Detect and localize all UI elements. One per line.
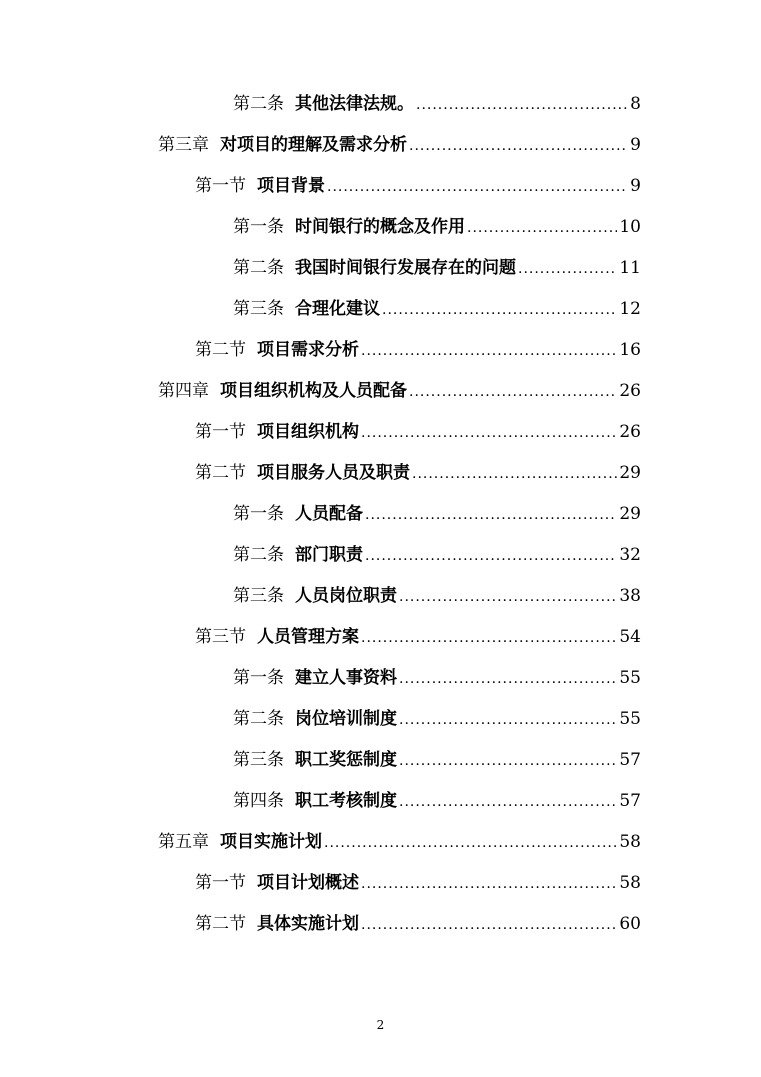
toc-entry-number: 第三条	[233, 299, 284, 319]
toc-entry[interactable]	[195, 622, 641, 652]
toc-entry-page: 26	[619, 422, 641, 442]
toc-entry-number: 第二节	[195, 340, 246, 360]
toc-leader-dots	[365, 500, 617, 530]
toc-entry[interactable]	[195, 909, 641, 939]
toc-entry-number: 第二条	[233, 545, 284, 565]
toc-entry-title: 其他法律法规。	[295, 94, 414, 114]
toc-entry[interactable]	[233, 540, 641, 570]
toc-entry[interactable]	[195, 458, 641, 488]
toc-entry[interactable]	[195, 417, 641, 447]
toc-entry-number: 第一条	[233, 668, 284, 688]
toc-entry-page: 60	[619, 914, 641, 934]
toc-entry-title: 项目计划概述	[257, 873, 359, 893]
toc-entry-page: 38	[619, 586, 641, 606]
toc-entry-title: 具体实施计划	[257, 914, 359, 934]
toc-entry[interactable]	[158, 376, 641, 406]
toc-entry[interactable]	[233, 253, 641, 283]
toc-entry-page: 57	[619, 750, 641, 770]
toc-leader-dots	[399, 664, 617, 694]
toc-entry-number: 第二条	[233, 709, 284, 729]
toc-entry-title: 建立人事资料	[295, 668, 397, 688]
toc-leader-dots	[416, 90, 628, 120]
toc-entry-number: 第三章	[158, 135, 209, 155]
toc-entry-number: 第一条	[233, 504, 284, 524]
toc-entry[interactable]	[233, 581, 641, 611]
toc-entry-number: 第一条	[233, 217, 284, 237]
toc-entry-title: 我国时间银行发展存在的问题	[295, 258, 516, 278]
toc-entry-page: 58	[619, 832, 641, 852]
toc-entry-number: 第四条	[233, 791, 284, 811]
toc-entry-page: 12	[619, 299, 641, 319]
toc-leader-dots	[412, 459, 617, 489]
toc-entry-title: 项目组织机构	[257, 422, 359, 442]
toc-entry-title: 岗位培训制度	[295, 709, 397, 729]
toc-entry-page: 58	[619, 873, 641, 893]
toc-leader-dots	[399, 787, 617, 817]
toc-entry[interactable]	[233, 499, 641, 529]
toc-leader-dots	[467, 213, 617, 243]
toc-entry-page: 9	[630, 135, 641, 155]
toc-entry[interactable]	[233, 663, 641, 693]
toc-entry-page: 26	[619, 381, 641, 401]
toc-leader-dots	[518, 254, 617, 284]
toc-entry[interactable]	[233, 745, 641, 775]
toc-entry-title: 时间银行的概念及作用	[295, 217, 465, 237]
toc-entry-title: 项目服务人员及职责	[257, 463, 410, 483]
toc-entry-title: 对项目的理解及需求分析	[220, 135, 407, 155]
toc-entry-number: 第二条	[233, 94, 284, 114]
toc-entry[interactable]	[233, 294, 641, 324]
toc-entry-number: 第二节	[195, 463, 246, 483]
toc-leader-dots	[361, 910, 617, 940]
toc-leader-dots	[382, 295, 617, 325]
toc-leader-dots	[409, 131, 628, 161]
toc-entry-title: 部门职责	[295, 545, 363, 565]
toc-entry-title: 人员岗位职责	[295, 586, 397, 606]
toc-entry-number: 第一节	[195, 176, 246, 196]
toc-entry-page: 9	[630, 176, 641, 196]
toc-entry-number: 第二节	[195, 914, 246, 934]
toc-entry[interactable]	[158, 130, 641, 160]
toc-leader-dots	[327, 172, 628, 202]
toc-entry[interactable]	[195, 171, 641, 201]
toc-entry-title: 项目实施计划	[220, 832, 322, 852]
toc-entry-number: 第五章	[158, 832, 209, 852]
toc-leader-dots	[361, 336, 617, 366]
toc-entry[interactable]	[233, 704, 641, 734]
toc-entry-page: 32	[619, 545, 641, 565]
toc-leader-dots	[399, 582, 617, 612]
toc-leader-dots	[409, 377, 617, 407]
toc-entry-title: 项目需求分析	[257, 340, 359, 360]
toc-entry-number: 第三条	[233, 586, 284, 606]
toc-entry-number: 第三条	[233, 750, 284, 770]
toc-entry-number: 第四章	[158, 381, 209, 401]
toc-entry-title: 项目组织机构及人员配备	[220, 381, 407, 401]
toc-entry-page: 29	[619, 504, 641, 524]
toc-leader-dots	[361, 623, 617, 653]
toc-entry-page: 55	[619, 668, 641, 688]
toc-entry-page: 11	[619, 258, 641, 278]
toc-entry-number: 第二条	[233, 258, 284, 278]
toc-entry-title: 职工奖惩制度	[295, 750, 397, 770]
toc-entry-page: 10	[619, 217, 641, 237]
toc-entry[interactable]	[195, 335, 641, 365]
toc-entry-page: 29	[619, 463, 641, 483]
toc-leader-dots	[361, 418, 617, 448]
toc-entry[interactable]	[158, 827, 641, 857]
toc-entry-page: 16	[619, 340, 641, 360]
toc-entry[interactable]	[233, 212, 641, 242]
toc-entry-page: 54	[619, 627, 641, 647]
toc-entry-page: 57	[619, 791, 641, 811]
toc-entry-title: 人员管理方案	[257, 627, 359, 647]
toc-entry[interactable]	[195, 868, 641, 898]
toc-entry-title: 职工考核制度	[295, 791, 397, 811]
toc-entry-title: 合理化建议	[295, 299, 380, 319]
toc-entry-title: 项目背景	[257, 176, 325, 196]
toc-leader-dots	[324, 828, 617, 858]
toc-entry-number: 第一节	[195, 873, 246, 893]
toc-entry-page: 55	[619, 709, 641, 729]
toc-entry-title: 人员配备	[295, 504, 363, 524]
toc-leader-dots	[365, 541, 617, 571]
toc-leader-dots	[399, 746, 617, 776]
toc-entry-number: 第三节	[195, 627, 246, 647]
toc-entry[interactable]	[233, 89, 641, 119]
toc-entry-page: 8	[630, 94, 641, 114]
toc-leader-dots	[361, 869, 617, 899]
toc-entry-number: 第一节	[195, 422, 246, 442]
page-number: 2	[376, 1018, 385, 1032]
toc-leader-dots	[399, 705, 617, 735]
toc-entry[interactable]	[233, 786, 641, 816]
